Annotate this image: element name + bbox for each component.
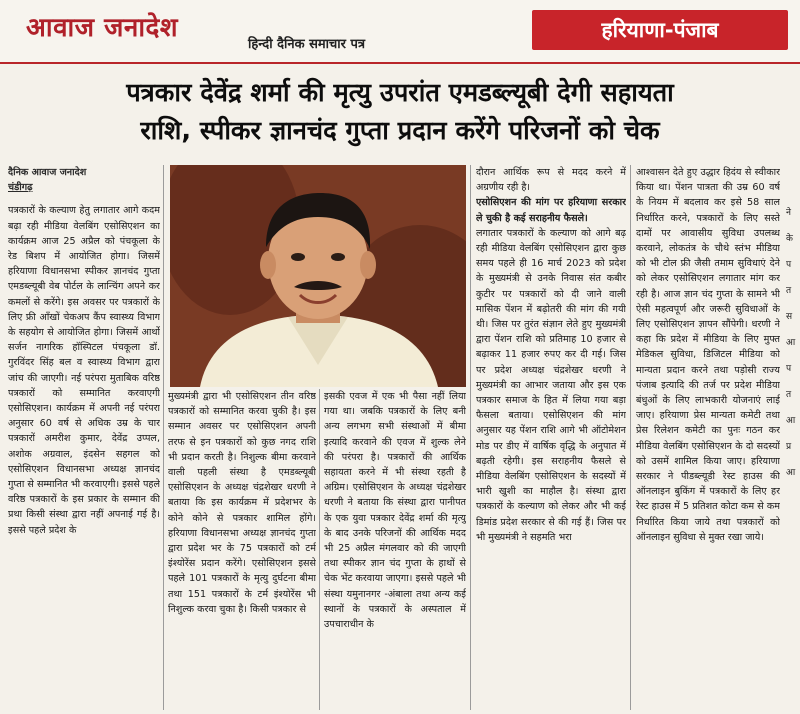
column-4-subheading: एसोसिएशन की मांग पर हरियाणा सरकार ले चुकी है कई सराहनीय फैसले। <box>476 197 626 224</box>
portrait-photo <box>170 165 466 387</box>
masthead <box>0 0 800 64</box>
column-divider <box>163 165 164 710</box>
column-5-text: आश्वासन देते हुए उद्धार हिदंय से स्वीकार किया था। पेंशन पात्रता की उम्र 60 वर्ष के नियम में बदलाव कर इसे 58 साल निर्धारित करने, पत्रकारों के लिए सस्ते दामों पर आवासीय सुविधा उपलब्ध करवाने, लोकतंत्र के चौथे स्तंभ मीडिया को भी टोल फ्री जैसी तमाम सुविधाएं देने को लेकर एसोसिएशन लगातार मांग कर रही है। आज ज्ञान चंद गुप्ता के सामने भी ऐसी महत्वपूर्ण और जरूरी सुविधाओं के लिए एसोसिएशन ज्ञापन सौंपेगी। धरणी ने कहा कि प्रदेश में मीडिया के लिए मुफ्त मेडिकल सुविधा, डिजिटल मीडिया को मान्यता प्रदान करने तथा पड़ोसी राज्य पंजाब इत्यादि की तर्ज पर प्रदेश मीडिया बंधुओं के लिए लाभकारी योजनाएं लाई जाए। हरियाणा प्रेस मान्यता कमेटी तथा प्रेस रिलेशन कमेटी का पुनः गठन कर मीडिया वेलबिंग एसोसिएशन के दो सदस्यों को उसमें शामिल किया जाए। हरियाणा सरकार ने पीडब्ल्यूडी रेस्ट हाउस की ऑनलाइन बुकिंग में पत्रकारों के लिए हर रेस्ट हाउस में 5 प्रतिशत कोटा कम से कम निर्धारित किया जाये तथा पत्रकारों को ऑनलाइन सुविधा से मुक्त रखा जाये। <box>636 167 780 543</box>
column-3-text: इसकी एवज में एक भी पैसा नहीं लिया गया था। जबकि पत्रकारों के लिए बनी अन्य लगभग सभी संस्थाओं में बीमा इत्यादि करवाने की एवज में शुल्क लेने की परंपरा है। पत्रकारों की आर्थिक सहायता करने में भी संस्था रहती है अग्रिम। एसोसिएशन के अध्यक्ष चंद्रशेखर धरणी ने बताया कि संस्था द्वारा पानीपत के एक युवा पत्रकार देवेंद्र शर्मा की मृत्यु के बाद उनके परिजनों की आर्थिक मदद भी 25 अप्रैल मंगलवार को की जाएगी तथा स्पीकर ज्ञान चंद गुप्ता के हाथों से चेक भेंट करवाया जाएगा। इससे पहले भी संस्था यमुनानगर -अंबाला तथा अन्य कई स्थानों के पत्रकारों के अस्पताल में उपचाराधीन के <box>324 391 466 631</box>
article-column-5 <box>636 165 780 710</box>
article-column-3 <box>324 389 466 710</box>
newspaper-tagline: हिन्दी दैनिक समाचार पत्र <box>248 37 366 52</box>
column-2-text: मुख्यमंत्री द्वारा भी एसोसिएशन तीन वरिष्ठ पत्रकारों को सम्मानित करवा चुकी है। इस सम्मान अवसर पर एसोसिएशन अपनी तरफ से इन पत्रकारों को कुछ नगद राशि भी प्रदान करती है। निशुल्क बीमा करवाने वाली पहली संस्था है एमडब्ल्यूबी एसोसिएशन के अध्यक्ष चंद्रशेखर धरणी ने बताया कि इस कार्यक्रम में प्रदेशभर के कोने कोने से पत्रकार शामिल होंगे। हरियाणा विधानसभा अध्यक्ष ज्ञानचंद गुप्ता द्वारा प्रदेश भर के 75 पत्रकारों को टर्म इंश्योरेंस प्रदान करेंगे। एसोसिएशन इससे पहले 101 पत्रकारों के मृत्यु दुर्घटना बीमा तथा 151 पत्रकारों के टर्म इंश्योरेंस भी निशुल्क करवा चुका है। किसी पत्रकार से <box>168 391 316 615</box>
section-tag: हरियाणा-पंजाब <box>532 10 788 50</box>
headline <box>10 74 790 150</box>
portrait-illustration <box>170 165 466 387</box>
headline-line-1: पत्रकार देवेंद्र शर्मा की मृत्यु उपरांत एमडब्ल्यूबी देगी सहायता <box>126 78 674 108</box>
column-divider <box>470 165 471 710</box>
article-column-6-fragment <box>786 200 798 700</box>
column-6-fragment-text: ने के प त स आ प त आ प्र आ <box>786 208 796 478</box>
headline-line-2: राशि, स्पीकर ज्ञानचंद गुप्ता प्रदान करेंगे परिजनों को चेक <box>140 116 660 146</box>
column-4-text: लगातार पत्रकारों के कल्याण को आगे बढ़ रही मीडिया वेलबिंग एसोसिएशन द्वारा कुछ समय पहले ही 16 मार्च 2023 को प्रदेश के मुख्यमंत्री से उनके निवास संत कबीर कुटीर पर पत्रकारों को दी जाने वाली मासिक पेंशन में बढ़ोतरी की मांग की गयी थी। जिस पर तुरंत संज्ञान लेते हुए मुख्यमंत्री द्वारा पेंशन राशि को प्रतिमाह 10 हजार से बढ़ाकर 11 हजार रुपए कर दी गई। जिस पर प्रदेश अध्यक्ष चंद्रशेखर धरणी ने मुख्यमंत्री का आभार जताया और इस एक पत्रकार समाज के हित में लिया गया बड़ा फैसला बताया। एसोसिएशन की मांग अनुसार यह पेंशन राशि आगे भी ऑटोमेशन मोड पर डीए में वार्षिक वृद्धि के अनुपात में बढ़ती रहेगी। इस सराहनीय फैसले से मीडिया वेलबिंग एसोसिएशन के सदस्यों में भारी खुशी का माहौल है। संस्था द्वारा पत्रकारों के कल्याण को लेकर और भी कई डिमांड प्रदेश सरकार से की गई हैं। जिस पर भी मुख्यमंत्री ने सहमति भरा <box>476 227 626 543</box>
byline-city: चंडीगढ़ <box>8 182 33 194</box>
column-divider <box>319 389 320 710</box>
column-divider <box>630 165 631 710</box>
article-column-4 <box>476 165 626 710</box>
newspaper-brand: आवाज जनादेश <box>26 13 179 43</box>
column-4-intro-text: दौरान आर्थिक रूप से मदद करने में अग्रणीय रही है। <box>476 167 626 194</box>
byline-source: दैनिक आवाज जनादेश <box>8 167 87 178</box>
column-1-text: पत्रकारों के कल्याण हेतु लगातार आगे कदम बढ़ा रही मीडिया वेलबिंग एसोसिएशन का कार्यक्रम आज 25 अप्रैल को पंचकूला के रेड बिशप में आयोजित होगा। जिसमें हरियाणा विधानसभा स्पीकर ज्ञानचंद गुप्ता एमडब्ल्यूबी वेब पोर्टल के लान्चिंग अपने कर कमलों से करेंगे। इस अवसर पर पत्रकारों के लिए फ्री आँखों चेकअप कैंप स्वास्थ्य विभाग के सहयोग से आयोजित होगा। जिसमें आर्थो सर्जन नागरिक हॉस्पिटल पंचकूला डॉ. गुरविंदर सिंह बल व स्वास्थ्य विभाग द्वारा जांच की जाएगी। नई परंपरा मुताबिक वरिष्ठ पत्रकारों को सम्मानित करवाएगी एसोसिएशन। कार्यक्रम में अपनी नई परंपरा अनुसार 60 वर्ष से अधिक उम्र के चार पत्रकारों अमरीश कुमार, देवेंद्र उप्पल, अशोक अग्रवाल, इंदसेन सहगल को एसोसिएशन विधानसभा अध्यक्ष ज्ञानचंद गुप्ता से सम्मानित भी करवाएगी। इससे पहले वरिष्ठ पत्रकारों के इस प्रकार के सम्मान की प्रथा किसी संस्था द्वारा नहीं अपनाई गई है। इससे पहले प्रदेश के <box>8 205 160 536</box>
article-column-2 <box>168 389 316 710</box>
article-column-1 <box>8 165 160 710</box>
